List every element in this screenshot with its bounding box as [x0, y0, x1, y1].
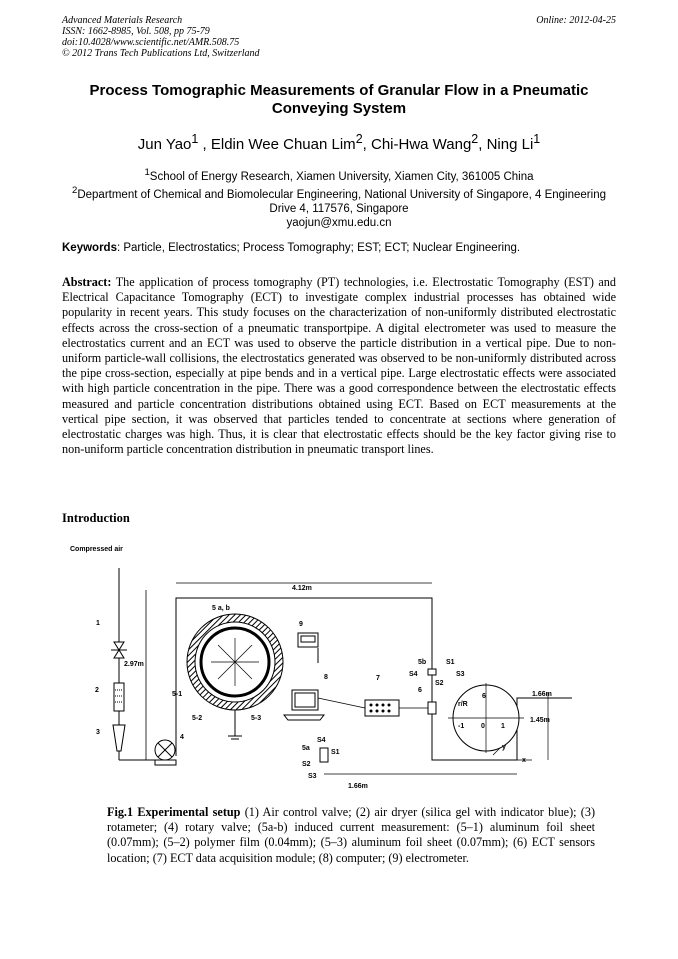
- abstract-label: Abstract:: [62, 275, 112, 289]
- email: yaojun@xmu.edu.cn: [286, 216, 392, 229]
- affiliation-2: [62, 184, 616, 216]
- label-2: 2: [95, 687, 99, 694]
- air-dryer: [114, 683, 124, 711]
- label-5-1: 5-1: [172, 691, 183, 698]
- sensor-5b: [428, 669, 436, 675]
- journal-header: [62, 15, 260, 59]
- label-x: x: [522, 757, 526, 764]
- author-sup: 2: [355, 132, 363, 146]
- dim-2-97: 2.97m: [124, 661, 144, 668]
- dim-1-66-right: 1.66m: [532, 691, 552, 698]
- label-6-section: 6: [482, 693, 486, 700]
- keywords-label: Keywords: [62, 242, 117, 254]
- author-sup: 1: [533, 132, 541, 146]
- journal-name: Advanced Materials Research: [62, 15, 183, 26]
- daq-port: [370, 704, 373, 707]
- rotary-valve-base: [155, 760, 176, 765]
- label-s1: S1: [446, 659, 455, 666]
- daq-cable: [318, 698, 365, 708]
- affil-sup: 1: [144, 167, 150, 178]
- daq-port: [382, 704, 385, 707]
- label-r-over-r: r/R: [458, 701, 468, 708]
- caption-text: (1) Air control valve; (2) air dryer (silica gel with indicator blue); (3) rotameter; (4) rotary valve; (5a-b) induced current measurement: (5–1) aluminum foil sheet (0.07mm); (5–2) polymer film (0.04mm); (5–3) aluminum foil sheet (0.07mm); (6) ECT sensors location; (7) ECT data acquisition module; (8) computer; (9) electrometer.: [107, 805, 596, 865]
- daq-port: [388, 710, 391, 713]
- abstract: [62, 275, 616, 457]
- author-sup: 2: [471, 132, 479, 146]
- compressed-air-label: Compressed air: [70, 546, 123, 553]
- label-5b: 5b: [418, 659, 427, 666]
- label-1: 1: [96, 620, 100, 627]
- issn-line: ISSN: 1662-8985, Vol. 508, pp 75-79: [62, 26, 210, 37]
- label-5-3: 5-3: [251, 715, 262, 722]
- label-s3: S3: [456, 671, 465, 678]
- abstract-text: The application of process tomography (PT) technologies, i.e. Electrostatic Tomography (EST) and Electrical Capacitance Tomography (ECT) to investigate complex industrial processes has obtained wide popularity in recent years. This study focuses on the characterization of non-uniformly distributed electrostatic effects across the cross-section of a pneumatic transportpipe. A digital electrometer was used to measure the electrostatics current and an ECT was used to observe the particle distribution in a vertical pipe. Due to non-uniform particle-wall collisions, the electrostatics generated was observed to be non-uniformly distributed across the pipe cross-section, especially at pipe bends and in a vertical pipe. Large electrostatic effects were associated with high particle concentration in the pipe. There was a good correspondence between the electrostatic effects measured and particle concentration distributions obtained using ECT. Based on ECT measurements at the vertical pipe section, it was observed that particles tended to concentrate at sections where generation of electrostatic charges was high. Thus, it is clear that electrostatic effects should be the key factor giving rise to non-uniform particle concentration distribution in pneumatic transport lines.: [62, 275, 616, 457]
- daq-port: [388, 704, 391, 707]
- ect-sensor: [428, 702, 436, 714]
- label-5-2: 5-2: [192, 715, 203, 722]
- computer-screen: [295, 693, 315, 707]
- paper-title: Process Tomographic Measurements of Granular Flow in a Pneumatic Conveying System: [89, 82, 589, 117]
- sensor-5a: [320, 748, 328, 762]
- affil-sup: 2: [72, 184, 78, 196]
- label-5a: 5a: [302, 745, 310, 752]
- section-heading: Introduction: [62, 511, 130, 525]
- dim-1-66-bottom: 1.66m: [348, 783, 368, 790]
- daq-port: [382, 710, 385, 713]
- author-name: Chi-Hwa Wang: [370, 136, 472, 153]
- label-s4-lower: S4: [317, 737, 326, 744]
- keywords: [62, 241, 616, 255]
- dim-1-45: 1.45m: [530, 717, 550, 724]
- copyright-line: © 2012 Trans Tech Publications Ltd, Switzerland: [62, 48, 260, 59]
- label-s3-lower: S3: [308, 773, 317, 780]
- daq-port: [376, 704, 379, 707]
- label-5ab: 5 a, b: [212, 605, 230, 612]
- label-3: 3: [96, 729, 100, 736]
- label-minus-1: -1: [458, 723, 465, 730]
- label-4: 4: [180, 734, 184, 741]
- dim-4-12: 4.12m: [292, 585, 312, 592]
- valve-icon-lower: [114, 650, 124, 658]
- computer-keyboard: [284, 715, 324, 720]
- affiliation-1: [62, 166, 616, 184]
- electrometer-display: [301, 636, 315, 642]
- author-list: Jun Yao$^1$ , Eldin Wee Chuan Lim$^2$, Chi-Hwa Wang$^2$, Ning Li$^1$: [137, 132, 541, 153]
- online-date: Online: 2012-04-25: [536, 15, 616, 26]
- label-plus-1: 1: [501, 723, 505, 730]
- label-s4: S4: [409, 671, 418, 678]
- figure-caption: [107, 805, 595, 866]
- label-y: y: [502, 744, 506, 751]
- author-sup: 1: [191, 132, 199, 146]
- label-s2: S2: [435, 680, 444, 687]
- label-9: 9: [299, 621, 303, 628]
- valve-icon: [114, 642, 124, 650]
- keywords-text: : Particle, Electrostatics; Process Tomography; EST; ECT; Nuclear Engineering.: [116, 242, 521, 254]
- label-8: 8: [324, 674, 328, 681]
- experimental-setup-figure: [62, 538, 622, 800]
- daq-port: [376, 710, 379, 713]
- label-s1-lower: S1: [331, 749, 340, 756]
- ecd-daq-module: [365, 700, 399, 716]
- label-6: 6: [418, 687, 422, 694]
- affil-text: School of Energy Research, Xiamen University, Xiamen City, 361005 China: [149, 170, 534, 183]
- doi-line: doi:10.4028/www.scientific.net/AMR.508.75: [62, 37, 240, 48]
- affiliations: [62, 166, 616, 230]
- affil-text: Department of Chemical and Biomolecular Engineering, National University of Singapore, 4 Engineering Drive 4, 117576, Singapore: [77, 188, 606, 215]
- author-name: Eldin Wee Chuan Lim: [210, 136, 356, 153]
- label-7: 7: [376, 675, 380, 682]
- author-name: Jun Yao: [137, 136, 192, 153]
- rotameter: [113, 725, 125, 751]
- author-name: Ning Li: [486, 136, 534, 153]
- label-zero: 0: [481, 723, 485, 730]
- caption-label: Fig.1 Experimental setup: [107, 805, 241, 819]
- label-s2-lower: S2: [302, 761, 311, 768]
- daq-port: [370, 710, 373, 713]
